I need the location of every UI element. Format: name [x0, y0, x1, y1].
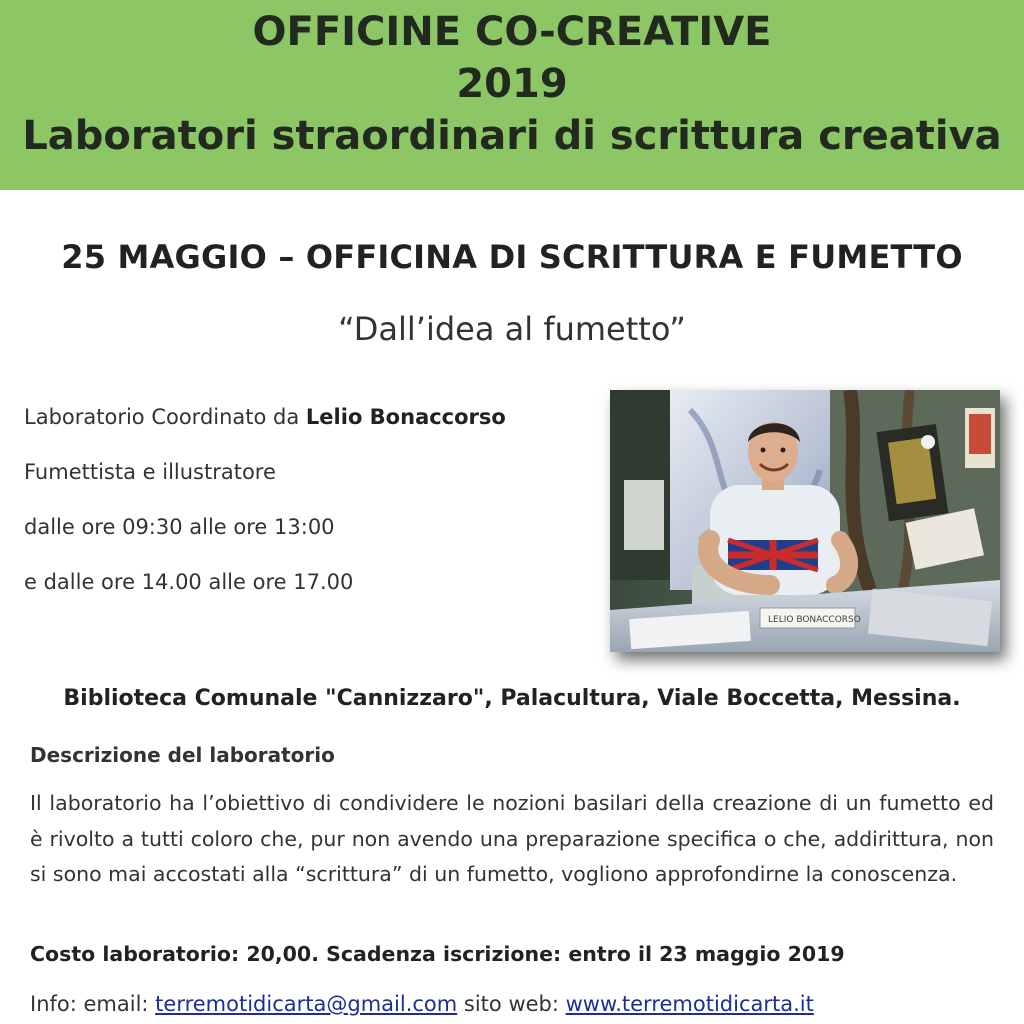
- website-label: sito web:: [457, 992, 566, 1016]
- event-subtitle: “Dall’idea al fumetto”: [338, 310, 686, 348]
- email-label: Info: email:: [30, 992, 156, 1016]
- email-link[interactable]: terremotidicarta@gmail.com: [155, 992, 458, 1016]
- photo-illustration: [610, 390, 1000, 652]
- coordinator-role: Fumettista e illustratore: [24, 460, 276, 484]
- description-heading: Descrizione del laboratorio: [30, 743, 335, 767]
- description-text: Il laboratorio ha l’obiettivo di condividere le nozioni basilari della creazione di un fumetto ed è rivolto a tutti coloro che, pur non avendo una preparazione specifica o che, addirittura, non si sono mai accostati alla “scrittura” di un fumetto, vogliono approfondirne la conoscenza.: [30, 791, 994, 886]
- contact-line: [30, 992, 814, 1016]
- schedule-afternoon: e dalle ore 14.00 alle ore 17.00: [24, 570, 354, 594]
- website-link[interactable]: www.terremotidicarta.it: [565, 992, 814, 1016]
- coordinator-prefix: Laboratorio Coordinato da: [24, 405, 306, 429]
- cost-line: Costo laboratorio: 20,00. Scadenza iscrizione: entro il 23 maggio 2019: [30, 942, 845, 966]
- coordinator-photo: [610, 390, 1000, 652]
- photo-name-card-text: LELIO BONACCORSO: [768, 615, 861, 625]
- coordinator-name: Lelio Bonaccorso: [305, 405, 506, 429]
- venue-line: Biblioteca Comunale "Cannizzaro", Palacultura, Viale Boccetta, Messina.: [63, 686, 961, 711]
- header-year: 2019: [456, 61, 568, 107]
- header-subtitle: Laboratori straordinari di scrittura creativa: [22, 113, 1002, 159]
- event-details: [24, 402, 506, 622]
- schedule-morning: dalle ore 09:30 alle ore 13:00: [24, 515, 335, 539]
- coordinator-line: [24, 402, 506, 457]
- header-title: OFFICINE CO-CREATIVE: [252, 9, 772, 55]
- header-banner: [0, 0, 1024, 190]
- event-title: 25 MAGGIO – OFFICINA DI SCRITTURA E FUMETTO: [61, 238, 963, 276]
